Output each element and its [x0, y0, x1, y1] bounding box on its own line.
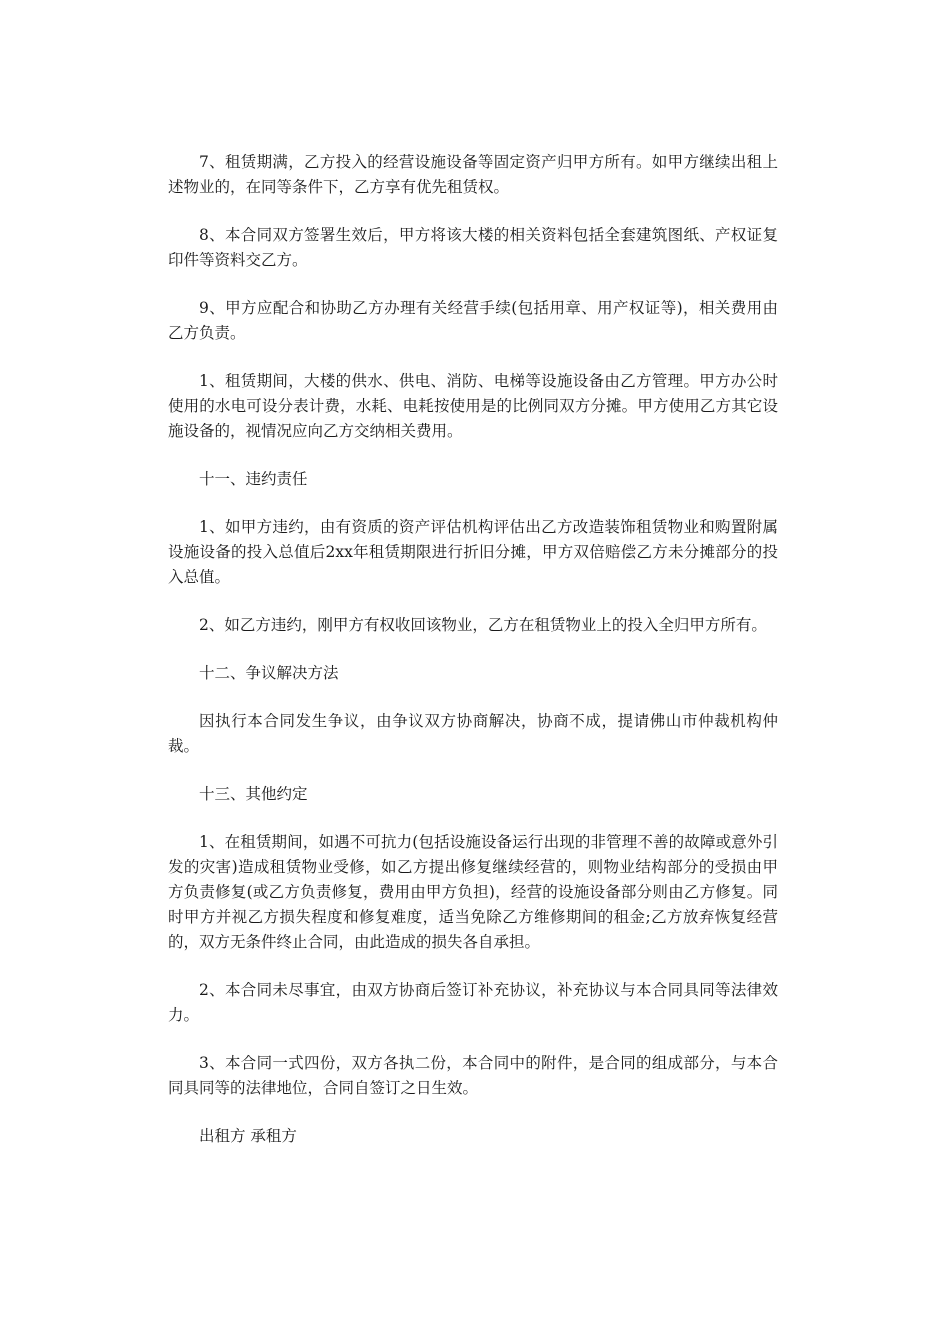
section-heading-other: 十三、其他约定: [199, 785, 308, 803]
section-heading-dispute: 十二、争议解决方法: [199, 664, 339, 682]
signature-parties-line: 出租方 承租方: [199, 1127, 297, 1145]
section-heading-breach: 十一、违约责任: [199, 470, 308, 488]
copies-paragraph: 3、本合同一式四份，双方各执二份，本合同中的附件，是合同的组成部分，与本合同具同等的法律地位，合同自签订之日生效。: [168, 1054, 778, 1097]
dispute-paragraph: 因执行本合同发生争议，由争议双方协商解决，协商不成，提请佛山市仲裁机构仲裁。: [168, 712, 778, 755]
force-majeure-paragraph: 1、在租赁期间，如遇不可抗力(包括设施设备运行出现的非管理不善的故障或意外引发的灾害)造成租赁物业受修，如乙方提出修复继续经营的，则物业结构部分的受损由甲方负责修复(或乙方负责修复，费用由甲方负担)，经营的设施设备部分则由乙方修复。同时甲方并视乙方损失程度和修复难度，适当免除乙方维修期间的租金;乙方放弃恢复经营的，双方无条件终止合同，由此造成的损失各自承担。: [168, 833, 778, 951]
clause-8-paragraph: 8、本合同双方签署生效后，甲方将该大楼的相关资料包括全套建筑图纸、产权证复印件等资料交乙方。: [168, 226, 778, 269]
facility-management-paragraph: 1、租赁期间，大楼的供水、供电、消防、电梯等设施设备由乙方管理。甲方办公时使用的水电可设分表计费，水耗、电耗按使用是的比例同双方分摊。甲方使用乙方其它设施设备的，视情况应向乙方交纳相关费用。: [168, 372, 778, 440]
clause-7-paragraph: 7、租赁期满，乙方投入的经营设施设备等固定资产归甲方所有。如甲方继续出租上述物业的，在同等条件下，乙方享有优先租赁权。: [168, 153, 778, 196]
clause-9-paragraph: 9、甲方应配合和协助乙方办理有关经营手续(包括用章、用产权证等)，相关费用由乙方负责。: [168, 299, 778, 342]
document-body: [168, 150, 778, 1172]
breach-lessor-paragraph: 1、如甲方违约，由有资质的资产评估机构评估出乙方改造装饰租赁物业和购置附属设施设备的投入总值后2xx年租赁期限进行折旧分摊，甲方双倍赔偿乙方未分摊部分的投入总值。: [168, 518, 778, 586]
supplementary-paragraph: 2、本合同未尽事宜，由双方协商后签订补充协议，补充协议与本合同具同等法律效力。: [168, 981, 778, 1024]
breach-lessee-paragraph: 2、如乙方违约，刚甲方有权收回该物业，乙方在租赁物业上的投入全归甲方所有。: [199, 616, 767, 634]
